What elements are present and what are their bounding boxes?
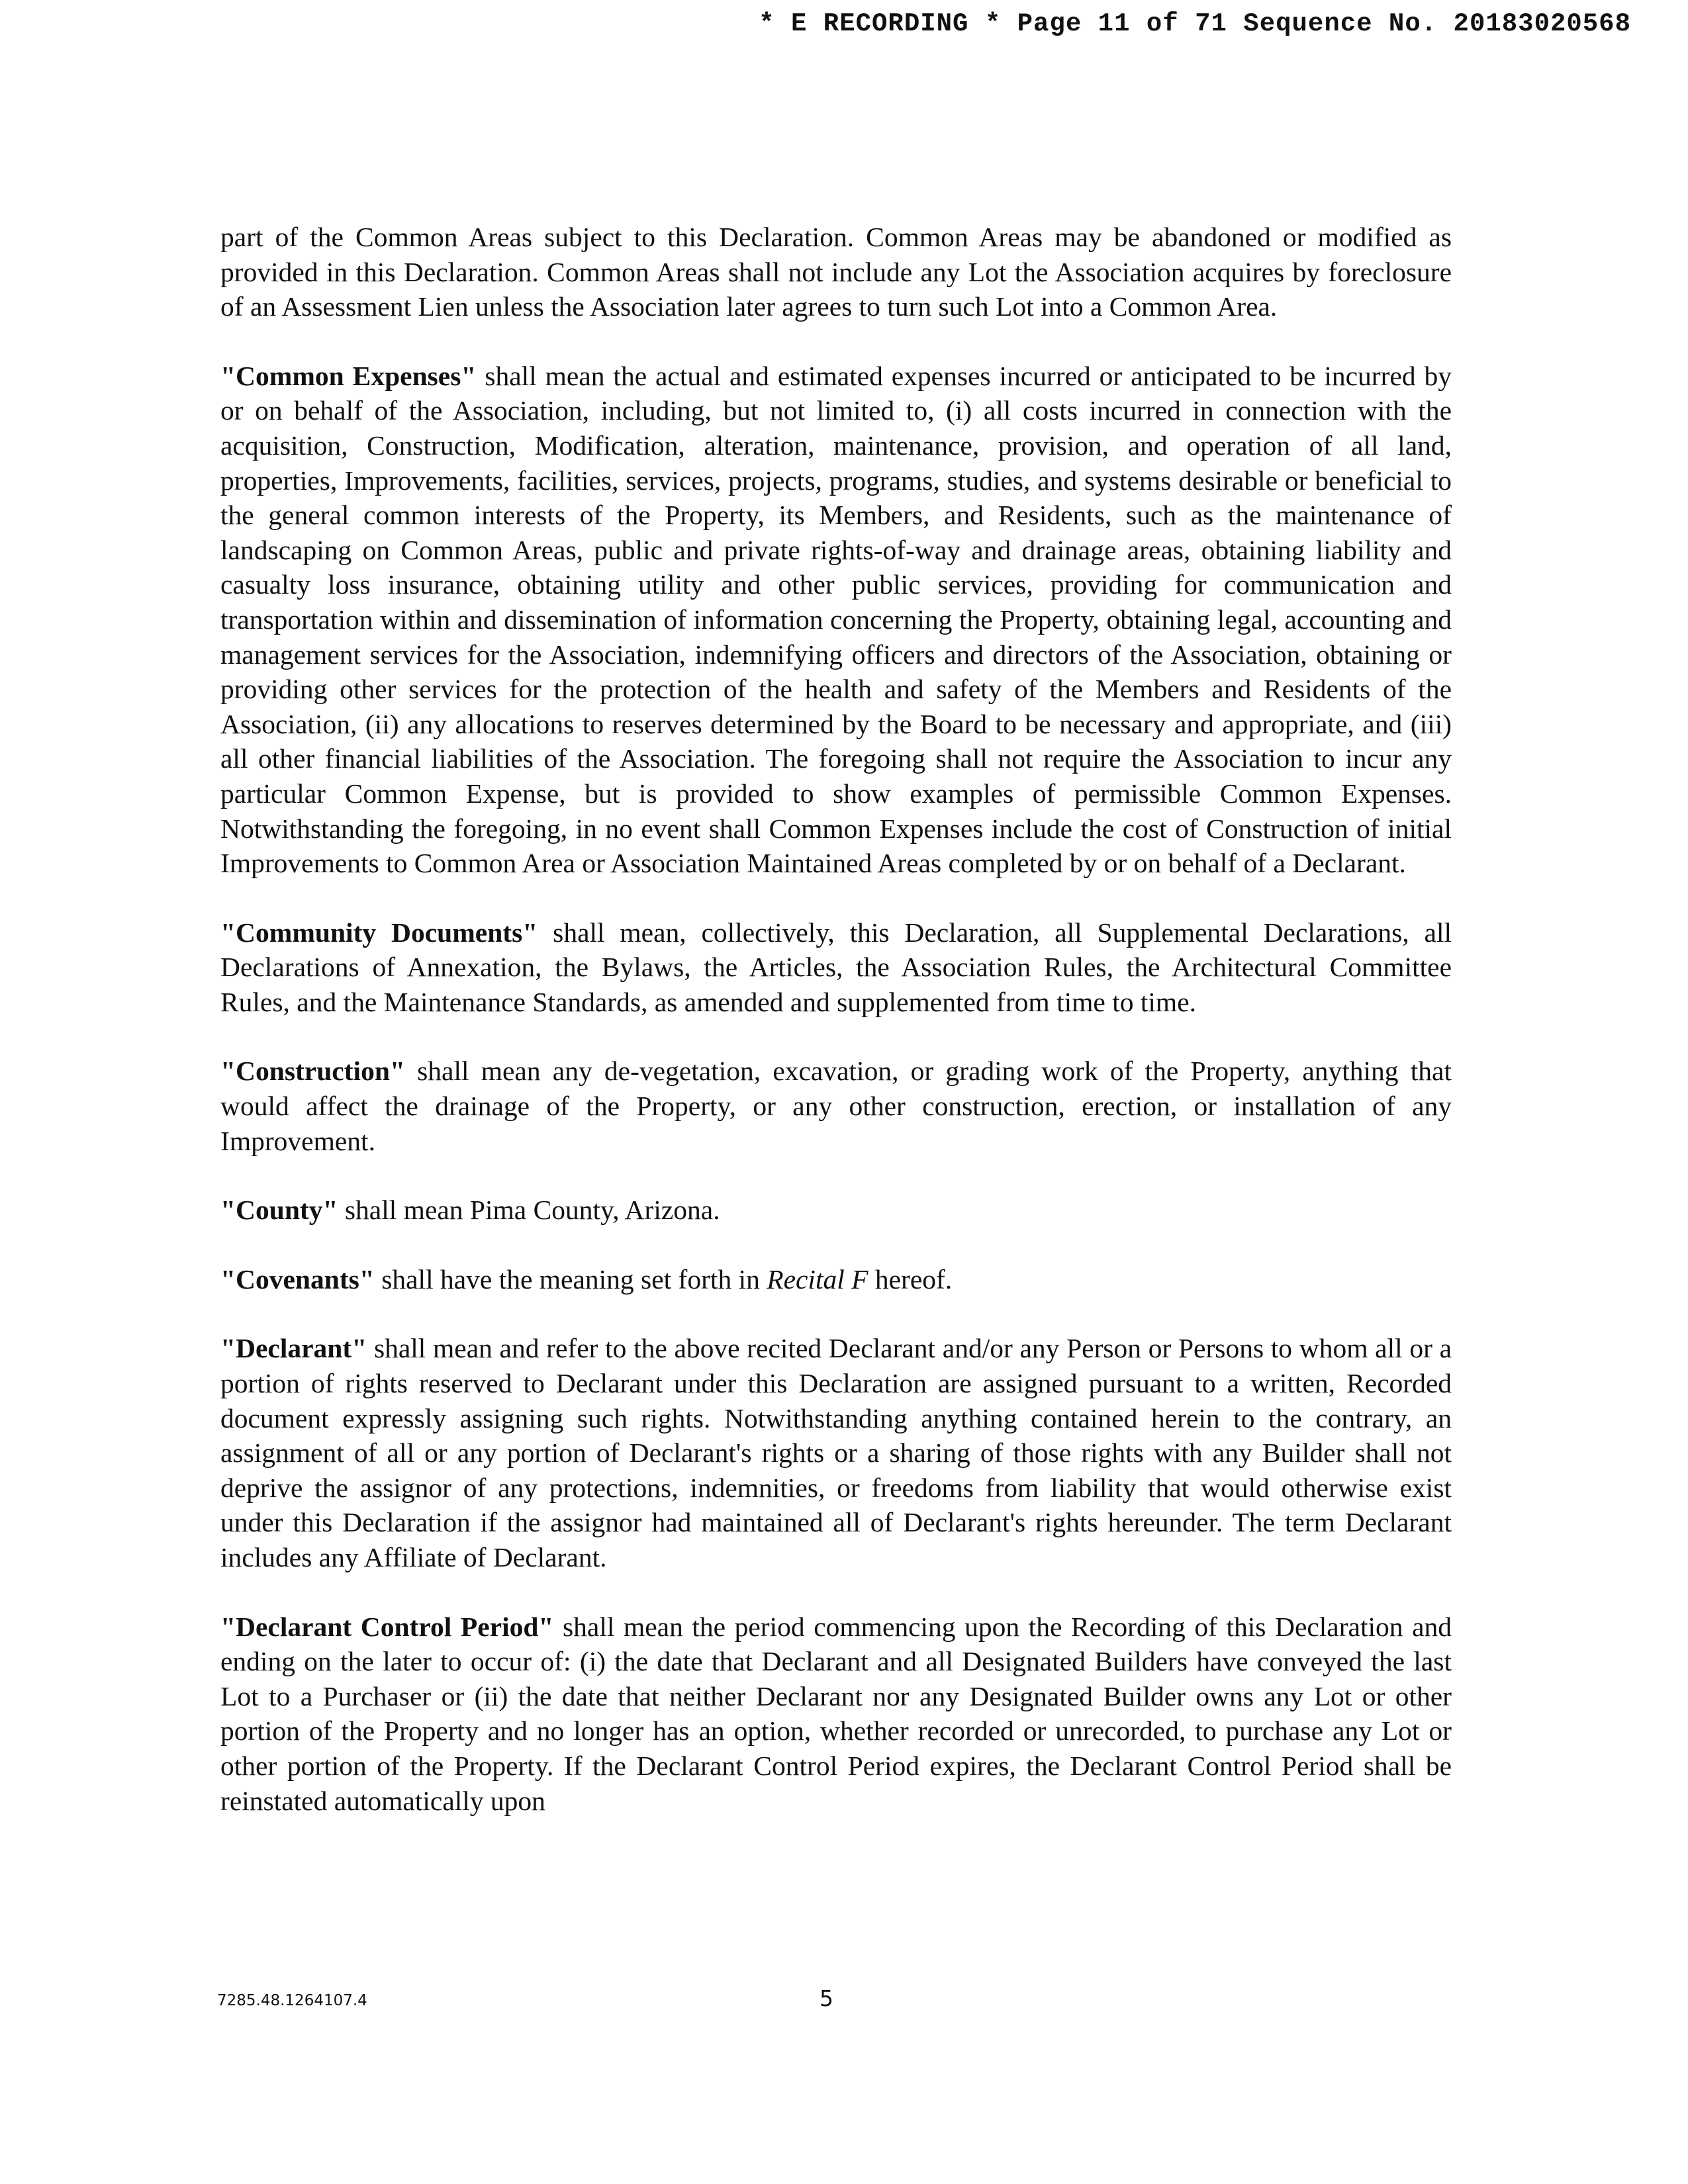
paragraph-text: shall mean the period commencing upon the Recording of this Declaration and ending on the later to occur of: (i) the date that Declarant and all Designated Builders have conveyed the last Lot to a Purchaser or (ii) the date that neither Declarant nor any Designated Builder owns any Lot or other portion of the Property and no longer has an option, whether recorded or unrecorded, to purchase any Lot or other portion of the Property. If the Declarant Control Period expires, the Declarant Control Period shall be reinstated automatically upon (220, 1611, 1452, 1816)
paragraph-covenants (220, 1262, 1452, 1297)
defined-term: "Declarant Control Period" (220, 1611, 554, 1642)
defined-term: "Common Expenses" (220, 360, 477, 391)
paragraph-declarant (220, 1331, 1452, 1574)
paragraph-text: shall mean and refer to the above recited Declarant and/or any Person or Persons to whom all or a portion of rights reserved to Declarant under this Declaration are assigned pursuant to a written, Recorded document expressly assigning such rights. Notwithstanding anything contained herein to the contrary, an assignment of all or any portion of Declarant's rights or a sharing of those rights with any Builder shall not deprive the assignor of any protections, indemnities, or freedoms from liability that would otherwise exist under this Declaration if the assignor had maintained all of Declarant's rights hereunder. The term Declarant includes any Affiliate of Declarant. (220, 1333, 1452, 1572)
paragraph-construction (220, 1054, 1452, 1158)
defined-term: "Community Documents" (220, 917, 538, 948)
document-id-footer: 7285.48.1264107.4 (217, 1992, 367, 2009)
recording-header-stamp: * E RECORDING * Page 11 of 71 Sequence No. 20183020568 (759, 9, 1631, 38)
paragraph-text: shall mean Pima County, Arizona. (344, 1195, 720, 1226)
paragraph-text: shall have the meaning set forth in (381, 1263, 760, 1295)
defined-term: "Declarant" (220, 1333, 367, 1364)
paragraph-county (220, 1193, 1452, 1228)
paragraph-declarant-control-period (220, 1610, 1452, 1819)
paragraph-text: shall mean any de-vegetation, excavation, or grading work of the Property, anything that would affect the drainage of the Property, or any other construction, erection, or installation of any Improvement. (220, 1056, 1452, 1156)
defined-term: "Construction" (220, 1056, 405, 1087)
paragraph-text: shall mean the actual and estimated expenses incurred or anticipated to be incurred by or on behalf of the Association, including, but not limited to, (i) all costs incurred in connection with the acquisition, Construction, Modification, alteration, maintenance, provision, and operation of all land, properties, Improvements, facilities, services, projects, programs, studies, and systems desirable or beneficial to the general common interests of the Property, its Members, and Residents, such as the maintenance of landscaping on Common Areas, public and private rights-of-way and drainage areas, obtaining liability and casualty loss insurance, obtaining utility and other public services, providing for communication and transportation within and dissemination of information concerning the Property, obtaining legal, accounting and management services for the Association, indemnifying officers and directors of the Association, obtaining or providing other services for the protection of the health and safety of the Members and Residents of the Association, (ii) any allocations to reserves determined by the Board to be necessary and appropriate, and (iii) all other financial liabilities of the Association. The foregoing shall not require the Association to incur any particular Common Expense, but is provided to show examples of permissible Common Expenses. Notwithstanding the foregoing, in no event shall Common Expenses include the cost of Construction of initial Improvements to Common Area or Association Maintained Areas completed by or on behalf of a Declarant. (220, 360, 1452, 879)
paragraph-text: part of the Common Areas subject to this Declaration. Common Areas may be abandoned or modified as provided in this Declaration. Common Areas shall not include any Lot the Association acquires by foreclosure of an Assessment Lien unless the Association later agrees to turn such Lot into a Common Area. (220, 222, 1452, 322)
defined-term: "Covenants" (220, 1263, 375, 1295)
recital-reference: Recital F (767, 1263, 868, 1295)
page-number: 5 (820, 1985, 833, 2011)
paragraph-common-areas-continued (220, 220, 1452, 324)
document-body (220, 220, 1452, 1852)
paragraph-text-end: hereof. (874, 1263, 953, 1295)
paragraph-community-documents (220, 915, 1452, 1020)
defined-term: "County" (220, 1195, 338, 1226)
paragraph-text: shall mean, collectively, this Declaration, all Supplemental Declarations, all Declarations of Annexation, the Bylaws, the Articles, the Association Rules, the Architectural Committee Rules, and the Maintenance Standards, as amended and supplemented from time to time. (220, 917, 1452, 1017)
paragraph-common-expenses (220, 359, 1452, 881)
